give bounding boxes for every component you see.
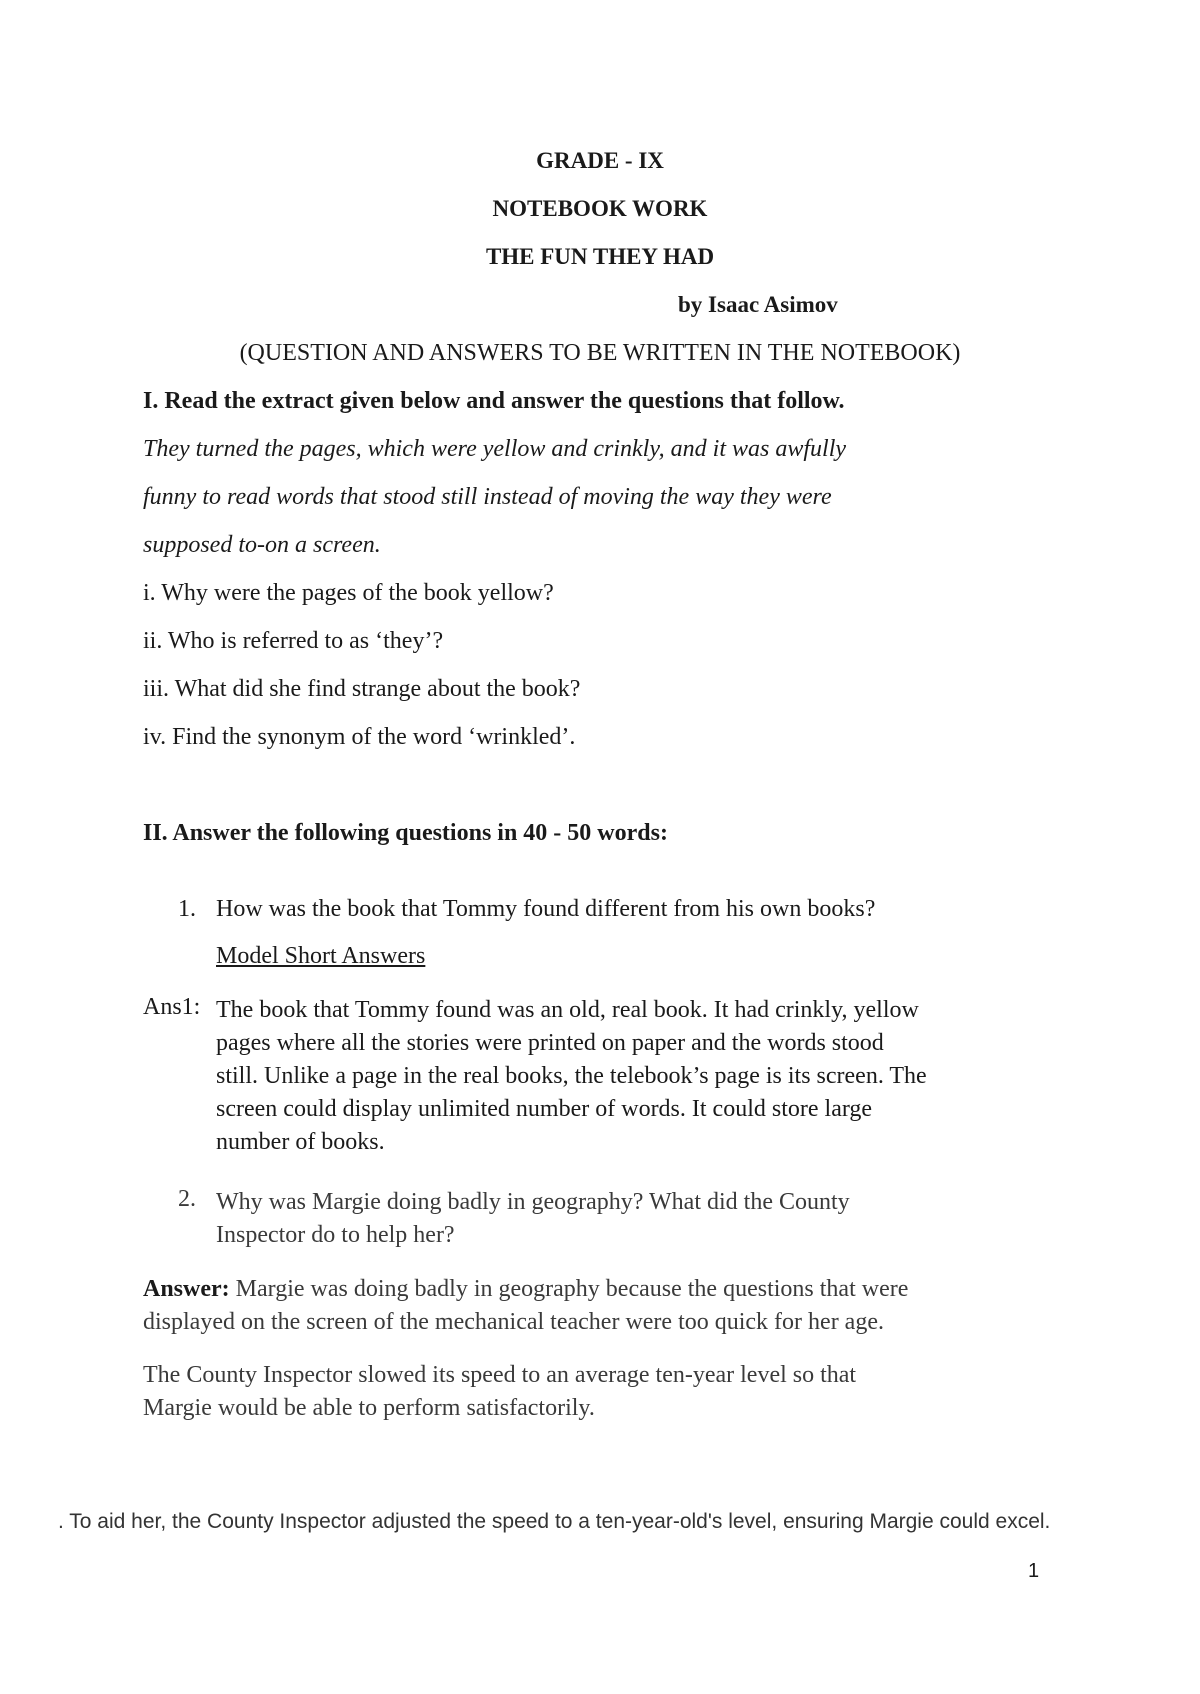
- notebook-heading: NOTEBOOK WORK: [492, 196, 708, 221]
- answer1-label: Ans1:: [143, 994, 201, 1020]
- question-item: ii. Who is referred to as ‘they’?: [143, 628, 444, 654]
- story-title: THE FUN THEY HAD: [485, 244, 715, 269]
- extract-line: supposed to-on a screen.: [143, 532, 381, 558]
- answer-line: Margie would be able to perform satisfactorily.: [143, 1395, 595, 1421]
- answer-line: pages where all the stories were printed on paper and the words stood: [216, 1030, 884, 1056]
- question-number: 1.: [178, 896, 196, 922]
- answer-line: displayed on the screen of the mechanical teacher were too quick for her age.: [143, 1309, 884, 1335]
- grade-heading: GRADE - IX: [536, 148, 664, 173]
- answer-line: number of books.: [216, 1129, 385, 1155]
- author-line: by Isaac Asimov: [678, 292, 838, 317]
- inspector-paragraph: [143, 1359, 856, 1425]
- question-item: i. Why were the pages of the book yellow?: [143, 580, 554, 606]
- question-line: Inspector do to help her?: [216, 1222, 455, 1248]
- answer-label: Answer:: [143, 1276, 230, 1302]
- overlay-note: . To aid her, the County Inspector adjusted the speed to a ten-year-old's level, ensuring Margie could excel.: [58, 1510, 1051, 1533]
- question-line: Why was Margie doing badly in geography? What did the County: [216, 1189, 850, 1215]
- answer-line: screen could display unlimited number of words. It could store large: [216, 1096, 873, 1122]
- model-answers-label: Model Short Answers: [216, 943, 426, 969]
- answer-line: [143, 1273, 908, 1306]
- extract-line: funny to read words that stood still instead of moving the way they were: [143, 484, 832, 510]
- answer-line: The County Inspector slowed its speed to an average ten-year level so that: [143, 1362, 857, 1388]
- section2-heading: II. Answer the following questions in 40 - 50 words:: [143, 820, 668, 846]
- question-item: iv. Find the synonym of the word ‘wrinkled’.: [143, 724, 576, 750]
- answer2-text: [143, 1273, 908, 1339]
- answer-line-text: Margie was doing badly in geography because the questions that were: [229, 1276, 909, 1302]
- answer-line: still. Unlike a page in the real books, the telebook’s page is its screen. The: [216, 1063, 927, 1089]
- answer1-text: [216, 994, 927, 1159]
- question-item: iii. What did she find strange about the book?: [143, 676, 581, 702]
- page-number: 1: [1028, 1560, 1040, 1582]
- extract-line: They turned the pages, which were yellow and crinkly, and it was awfully: [143, 436, 847, 462]
- question-text: How was the book that Tommy found different from his own books?: [216, 896, 876, 922]
- section1-heading: I. Read the extract given below and answer the questions that follow.: [143, 388, 845, 414]
- question-text: [216, 1186, 850, 1252]
- instruction-line: (QUESTION AND ANSWERS TO BE WRITTEN IN THE NOTEBOOK): [239, 340, 961, 366]
- answer-line: The book that Tommy found was an old, real book. It had crinkly, yellow: [216, 997, 919, 1023]
- question-number: 2.: [178, 1186, 196, 1212]
